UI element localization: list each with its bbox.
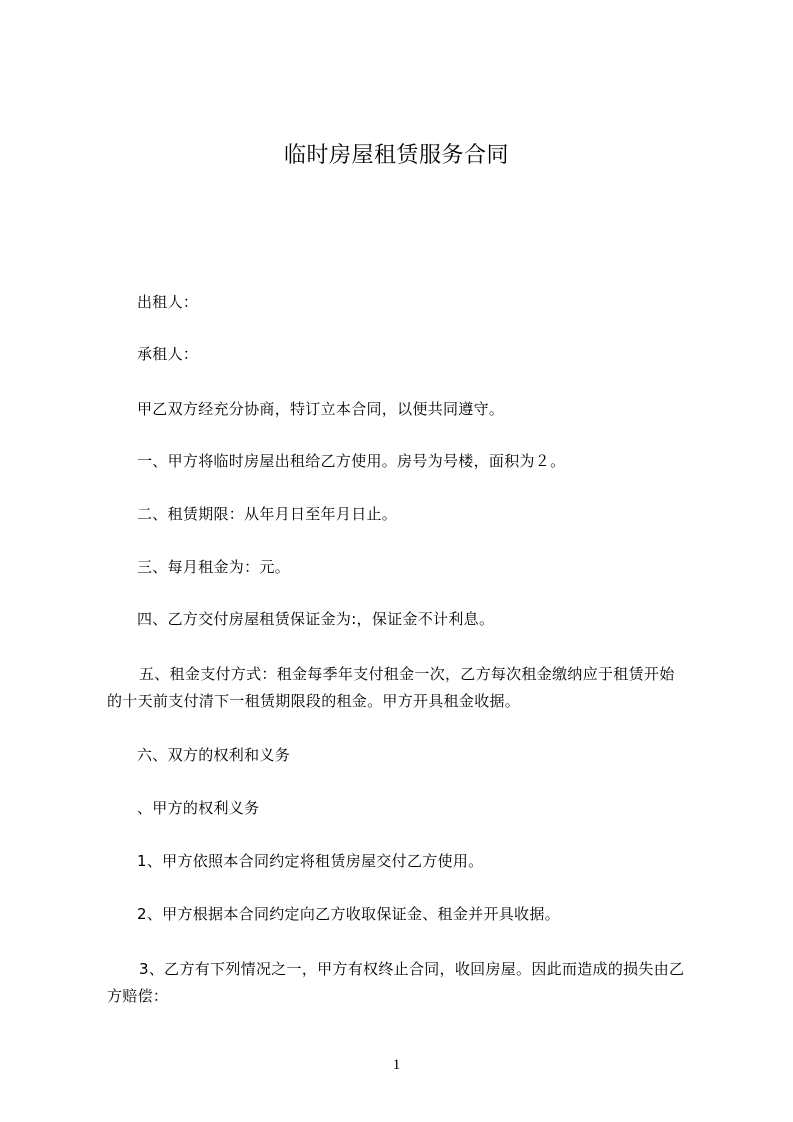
paragraph-clause-3: 三、每月租金为：元。 <box>137 558 291 576</box>
paragraph-clause-5-line-2: 的十天前支付清下一租赁期限段的租金。甲方开具租金收据。 <box>107 692 521 710</box>
paragraph-party-a-item-3-line-1: 3、乙方有下列情况之一，甲方有权终止合同，收回房屋。因此而造成的损失由乙 <box>139 960 685 978</box>
paragraph-party-a-item-1: 1、甲方依照本合同约定将租赁房屋交付乙方使用。 <box>137 852 484 870</box>
paragraph-clause-6: 六、双方的权利和义务 <box>137 746 291 764</box>
paragraph-clause-1: 一、甲方将临时房屋出租给乙方使用。房号为号楼，面积为２。 <box>137 452 566 470</box>
paragraph-party-a-heading: 、甲方的权利义务 <box>137 799 260 817</box>
paragraph-party-a-item-2: 2、甲方根据本合同约定向乙方收取保证金、租金并开具收据。 <box>137 905 560 923</box>
paragraph-lessor: 出租人： <box>137 293 199 311</box>
paragraph-lessee: 承租人： <box>137 345 199 363</box>
paragraph-party-a-item-3-line-2: 方赔偿： <box>107 987 169 1005</box>
document-title: 临时房屋租赁服务合同 <box>283 143 509 168</box>
page-number: 1 <box>392 1057 401 1073</box>
paragraph-preamble: 甲乙双方经充分协商，特订立本合同，以便共同遵守。 <box>137 400 505 418</box>
paragraph-clause-2: 二、租赁期限：从年月日至年月日止。 <box>137 505 398 523</box>
paragraph-clause-4: 四、乙方交付房屋租赁保证金为:，保证金不计利息。 <box>137 610 495 628</box>
paragraph-clause-5-line-1: 五、租金支付方式：租金每季年支付租金一次，乙方每次租金缴纳应于租赁开始 <box>139 665 675 683</box>
